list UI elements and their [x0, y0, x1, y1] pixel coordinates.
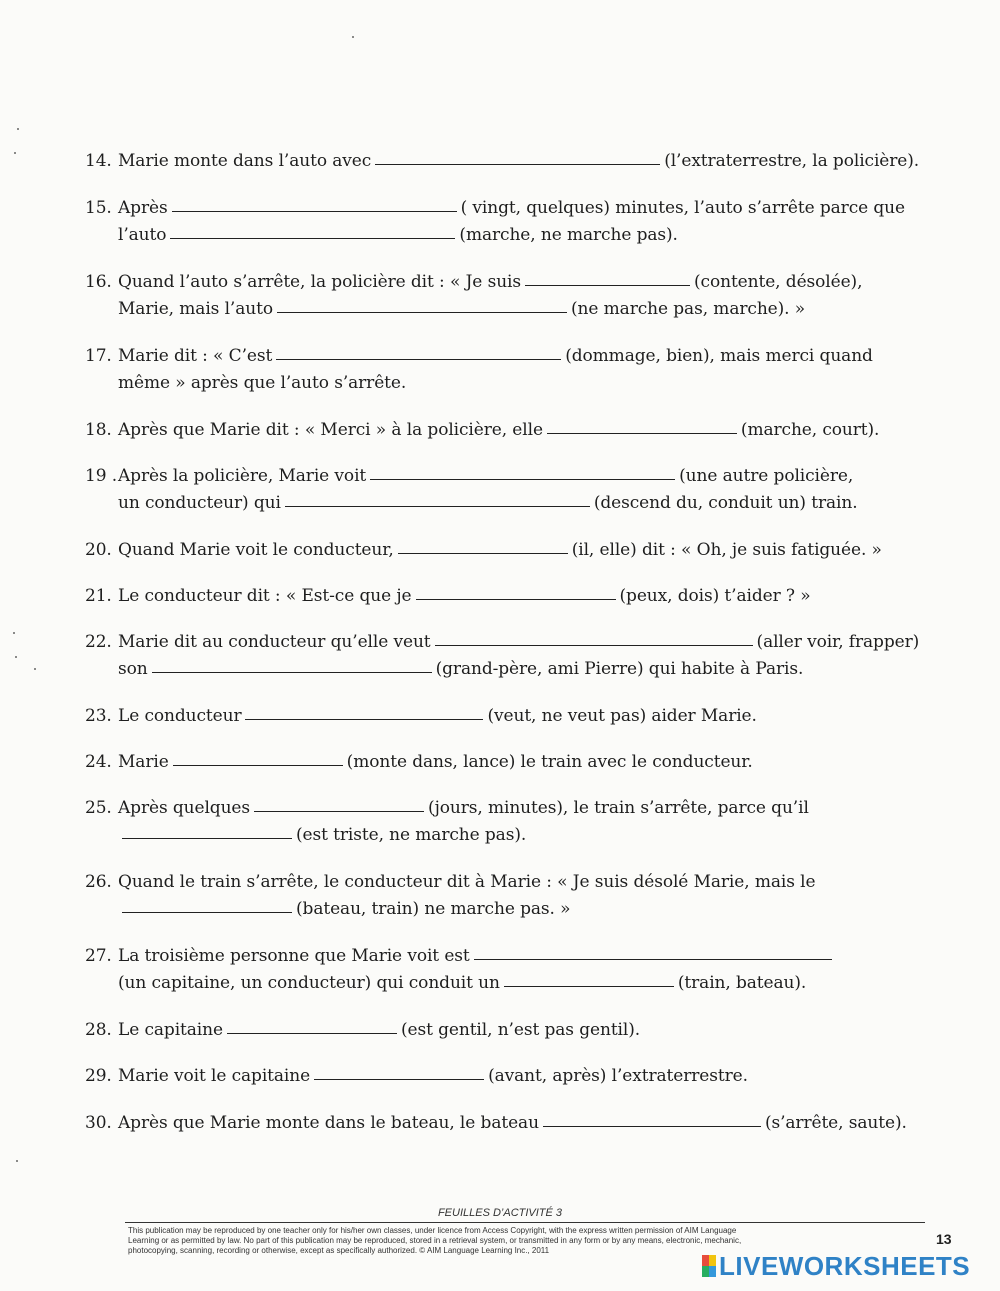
copyright-line: Learning or as permitted by law. No part of this publication may be reproduced, stored in a retrieval system, or transmitted in any form or by any means, electronic, mechanic, [128, 1236, 742, 1245]
question-line [85, 490, 945, 517]
question-line [85, 795, 945, 822]
question-number: 18. [85, 420, 112, 440]
question-text: (ne marche pas, marche). » [571, 299, 806, 319]
question-line [85, 417, 945, 444]
question-text: l’auto [118, 225, 167, 245]
question-number: 19 . [85, 466, 118, 486]
question-line [85, 1063, 945, 1090]
scan-speck [17, 128, 19, 130]
question-text: Marie monte dans l’auto avec [118, 151, 372, 171]
question-23 [85, 703, 945, 730]
question-number: 28. [85, 1020, 112, 1040]
question-text: (il, elle) dit : « Oh, je suis fatiguée. » [571, 540, 882, 560]
question-line [85, 703, 945, 730]
question-line [85, 463, 945, 490]
question-text: ( vingt, quelques) minutes, l’auto s’arrête parce que [460, 198, 905, 218]
question-text: un conducteur) qui [118, 493, 281, 513]
question-text: (dommage, bien), mais merci quand [565, 346, 873, 366]
question-line [85, 222, 945, 249]
answer-blank[interactable] [254, 795, 424, 812]
question-text: (veut, ne veut pas) aider Marie. [487, 706, 757, 726]
question-line [85, 296, 945, 323]
question-number: 21. [85, 586, 112, 606]
answer-blank[interactable] [170, 222, 455, 239]
question-text: son [118, 659, 148, 679]
logo-square [702, 1255, 709, 1266]
question-text: Marie dit au conducteur qu’elle veut [118, 632, 431, 652]
question-number: 16. [85, 272, 112, 292]
answer-blank[interactable] [276, 343, 561, 360]
question-line [85, 869, 945, 896]
answer-blank[interactable] [543, 1110, 761, 1127]
answer-blank[interactable] [375, 148, 660, 165]
scan-speck [13, 632, 15, 634]
question-text: Marie voit le capitaine [118, 1066, 311, 1086]
scan-speck [16, 1160, 18, 1162]
question-29 [85, 1063, 945, 1090]
question-number: 22. [85, 632, 112, 652]
question-text: Quand le train s’arrête, le conducteur dit à Marie : « Je suis désolé Marie, mais le [118, 872, 816, 892]
question-line [85, 195, 945, 222]
answer-blank[interactable] [398, 537, 568, 554]
question-number: 29. [85, 1066, 112, 1086]
question-text: (peux, dois) t’aider ? » [619, 586, 811, 606]
question-text: (bateau, train) ne marche pas. » [296, 899, 571, 919]
question-text: Le conducteur dit : « Est-ce que je [118, 586, 412, 606]
question-30 [85, 1110, 945, 1137]
question-line [85, 943, 945, 970]
question-text: (une autre policière, [679, 466, 854, 486]
question-text: Après que Marie monte dans le bateau, le bateau [118, 1113, 539, 1133]
question-text: Marie dit : « C’est [118, 346, 273, 366]
scan-speck [15, 656, 17, 658]
question-19 [85, 463, 945, 517]
question-number: 26. [85, 872, 112, 892]
question-line [85, 148, 945, 175]
answer-blank[interactable] [152, 656, 432, 673]
question-text: (descend du, conduit un) train. [593, 493, 858, 513]
copyright-line: photocopying, scanning, recording or otherwise, except as specifically authorized. © AIM Language Learning Inc., 2011 [128, 1246, 550, 1255]
question-number: 23. [85, 706, 112, 726]
question-text: (marche, court). [740, 420, 880, 440]
question-text: même » après que l’auto s’arrête. [118, 373, 407, 393]
footer-divider [125, 1222, 925, 1223]
answer-blank[interactable] [172, 195, 457, 212]
question-line [85, 749, 945, 776]
question-line [85, 629, 945, 656]
question-26 [85, 869, 945, 923]
question-text: Marie, mais l’auto [118, 299, 273, 319]
question-line [85, 1110, 945, 1137]
answer-blank[interactable] [122, 822, 292, 839]
question-number: 17. [85, 346, 112, 366]
scan-speck [34, 668, 36, 670]
liveworksheets-brand[interactable] [702, 1253, 970, 1279]
question-text: (avant, après) l’extraterrestre. [488, 1066, 748, 1086]
question-17 [85, 343, 945, 397]
question-24 [85, 749, 945, 776]
question-number: 24. [85, 752, 112, 772]
question-text: Quand Marie voit le conducteur, [118, 540, 394, 560]
question-line [85, 269, 945, 296]
question-number: 30. [85, 1113, 112, 1133]
question-text: (train, bateau). [677, 973, 807, 993]
answer-blank[interactable] [314, 1063, 484, 1080]
answer-blank[interactable] [525, 269, 690, 286]
question-text: (l’extraterrestre, la policière). [664, 151, 920, 171]
question-number: 15. [85, 198, 112, 218]
copyright-line: This publication may be reproduced by one teacher only for his/her own classes, under licence from Access Copyright, with the express written permission of AIM Language [128, 1226, 737, 1235]
question-14 [85, 148, 945, 175]
question-text: (monte dans, lance) le train avec le conducteur. [346, 752, 753, 772]
answer-blank[interactable] [504, 970, 674, 987]
question-line [85, 343, 945, 370]
question-20 [85, 537, 945, 564]
question-number: 14. [85, 151, 112, 171]
footer-title: FEUILLES D’ACTIVITÉ 3 [437, 1207, 563, 1219]
answer-blank[interactable] [227, 1017, 397, 1034]
question-16 [85, 269, 945, 323]
answer-blank[interactable] [547, 417, 737, 434]
question-number: 27. [85, 946, 112, 966]
answer-blank[interactable] [277, 296, 567, 313]
answer-blank[interactable] [245, 703, 483, 720]
question-text: (est triste, ne marche pas). [296, 825, 527, 845]
question-text: Marie [118, 752, 169, 772]
question-text: Après [118, 198, 168, 218]
answer-blank[interactable] [122, 896, 292, 913]
question-line [85, 537, 945, 564]
question-15 [85, 195, 945, 249]
question-28 [85, 1017, 945, 1044]
question-number: 25. [85, 798, 112, 818]
logo-square [709, 1266, 716, 1277]
question-text: (jours, minutes), le train s’arrête, parce qu’il [428, 798, 809, 818]
question-text: Le conducteur [118, 706, 242, 726]
scan-speck [14, 152, 16, 154]
question-22 [85, 629, 945, 683]
question-line [85, 970, 945, 997]
liveworksheets-logo-icon [702, 1255, 716, 1277]
question-18 [85, 417, 945, 444]
question-27 [85, 943, 945, 997]
question-text: (est gentil, n’est pas gentil). [400, 1020, 641, 1040]
liveworksheets-wordmark: LIVEWORKSHEETS [719, 1251, 971, 1281]
answer-blank[interactable] [285, 490, 590, 507]
page-number: 13 [936, 1231, 952, 1247]
question-25 [85, 795, 945, 849]
question-line [85, 583, 945, 610]
question-text: (grand-père, ami Pierre) qui habite à Paris. [435, 659, 804, 679]
question-line [85, 896, 945, 923]
question-text: (un capitaine, un conducteur) qui conduit un [118, 973, 500, 993]
answer-blank[interactable] [416, 583, 616, 600]
question-text: Quand l’auto s’arrête, la policière dit : « Je suis [118, 272, 522, 292]
answer-blank[interactable] [370, 463, 675, 480]
question-text: La troisième personne que Marie voit est [118, 946, 470, 966]
question-line [85, 822, 945, 849]
question-line [85, 370, 945, 397]
question-text: (marche, ne marche pas). [459, 225, 678, 245]
question-line [85, 1017, 945, 1044]
question-text: Après la policière, Marie voit [118, 466, 367, 486]
answer-blank[interactable] [173, 749, 343, 766]
scan-speck [352, 36, 354, 38]
logo-square [702, 1266, 709, 1277]
question-text: Après quelques [118, 798, 251, 818]
question-21 [85, 583, 945, 610]
answer-blank[interactable] [435, 629, 753, 646]
question-text: (s’arrête, saute). [764, 1113, 907, 1133]
logo-square [709, 1255, 716, 1266]
question-line [85, 656, 945, 683]
question-text: Le capitaine [118, 1020, 223, 1040]
question-number: 20. [85, 540, 112, 560]
question-text: Après que Marie dit : « Merci » à la policière, elle [118, 420, 543, 440]
question-text: (contente, désolée), [694, 272, 863, 292]
question-text: (aller voir, frapper) [756, 632, 920, 652]
answer-blank[interactable] [474, 943, 832, 960]
